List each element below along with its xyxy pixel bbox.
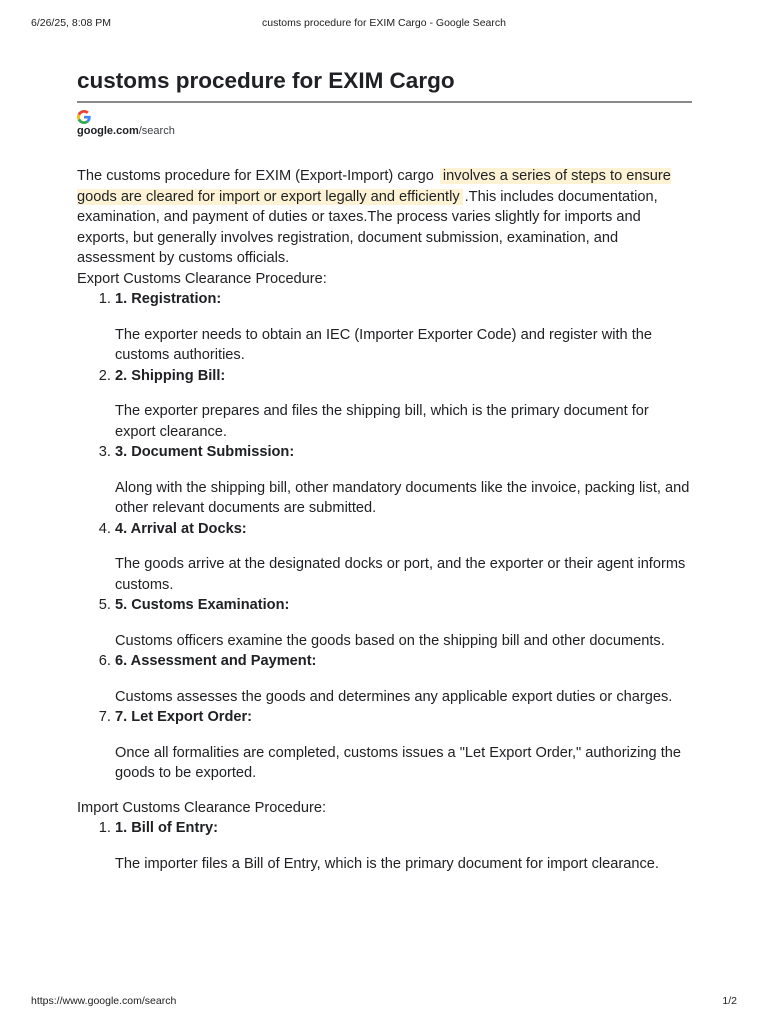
list-item [115,442,692,519]
step-description: The exporter needs to obtain an IEC (Importer Exporter Code) and register with the customs authorities. [115,326,652,363]
intro-text-after: .This includes documentation, examination, and payment of duties or taxes.The process varies slightly for imports and exports, but generally involves registration, document submission, examination, and assessment by customs officials. [77,188,658,266]
print-page-title: customs procedure for EXIM Cargo - Google Search [262,17,506,29]
step-description: Customs assesses the goods and determines any applicable export duties or charges. [115,688,673,705]
source-domain: google.com [77,125,139,137]
step-title: 7. 7. Let Export Order: [115,709,253,725]
list-item [115,651,692,707]
list-item [115,595,692,651]
step-description: The importer files a Bill of Entry, which is the primary document for import clearance. [115,855,659,872]
document-title: customs procedure for EXIM Cargo [77,66,692,103]
step-title: 1. 1. Registration: [115,291,222,307]
google-g-icon [77,110,91,124]
list-item [115,519,692,596]
source-attribution [77,108,692,138]
document-content [77,66,692,874]
intro-paragraph [77,166,692,269]
list-item [115,289,692,366]
print-header [31,17,737,31]
step-title: 3. 3. Document Submission: [115,444,295,460]
step-title: 4. 4. Arrival at Docks: [115,520,247,537]
step-title: 5. 5. Customs Examination: [115,597,290,613]
step-description: The goods arrive at the designated docks or port, and the exporter or their agent informs customs. [115,556,686,593]
print-page-number: 1/2 [722,995,737,1007]
source-path: /search [138,125,175,137]
step-title: 1. 1. Bill of Entry: [115,820,218,836]
import-steps-list [77,818,692,874]
step-description: The exporter prepares and files the shipping bill, which is the primary document for export clearance. [115,403,649,440]
step-description: Customs officers examine the goods based on the shipping bill and other documents. [115,632,665,649]
intro-text-before: The customs procedure for EXIM (Export-Import) cargo [77,168,434,184]
export-procedure-heading: Export Customs Clearance Procedure: [77,270,327,287]
list-item [115,707,692,784]
import-procedure-heading: Import Customs Clearance Procedure: [77,799,327,816]
step-title: 2. 2. Shipping Bill: [115,367,226,384]
print-datetime: 6/26/25, 8:08 PM [31,17,111,29]
list-item [115,366,692,443]
step-description: Along with the shipping bill, other mandatory documents like the invoice, packing list, and other relevant documents are submitted. [115,479,690,516]
step-title: 6. 6. Assessment and Payment: [115,653,317,669]
export-steps-list [77,289,692,784]
source-url[interactable] [77,125,175,137]
print-footer [31,995,737,1009]
print-url: https://www.google.com/search [31,995,177,1007]
step-description: Once all formalities are completed, customs issues a "Let Export Order," authorizing the goods to be exported. [115,744,681,781]
intro-highlight: involves a series of steps to ensure goods are cleared for import or export legally and efficiently [77,168,671,205]
list-item [115,818,692,874]
